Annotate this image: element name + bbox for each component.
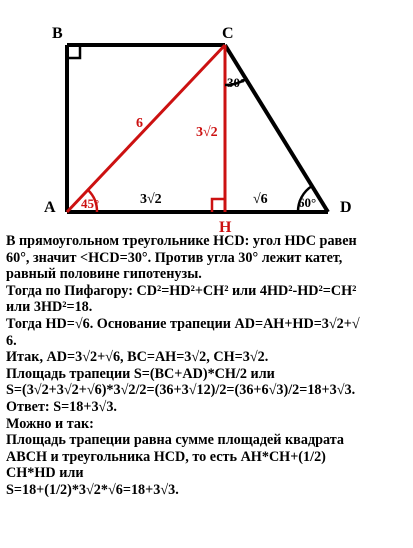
solution-line: Площадь трапеции равна сумме площадей квадрата [6, 432, 344, 449]
solution-line: S=18+(1/2)*3√2*√6=18+3√3. [6, 481, 179, 498]
solution-line: Итак, AD=3√2+√6, BC=AH=3√2, CH=3√2. [6, 349, 269, 366]
angle-label-a: 45° [81, 196, 100, 211]
measure-label-ac: 6 [136, 116, 143, 131]
solution-line: Тогда HD=√6. Основание трапеции AD=AH+HD=3√2+√ [6, 315, 360, 332]
solution-line: Можно и так: [6, 415, 94, 432]
solution-line: S=(3√2+3√2+√6)*3√2/2=(36+3√12)/2=(36+6√3)/2=18+3√3. [6, 382, 356, 399]
solution-line: Тогда по Пифагору: CD²=HD²+CH² или 4HD²-HD²=CH² [6, 282, 357, 299]
solution-line: Площадь трапеции S=(BC+AD)*CH/2 или [6, 365, 275, 382]
measure-label-ah: 3√2 [140, 192, 162, 207]
measure-label-hd: √6 [253, 192, 268, 207]
solution-text [6, 233, 410, 499]
angle-label-c: 30° [227, 75, 246, 90]
solution-line: CH*HD или [6, 465, 84, 482]
vertex-label-b: B [52, 25, 63, 42]
measure-label-ch: 3√2 [196, 125, 218, 140]
solution-line: Ответ: S=18+3√3. [6, 398, 117, 415]
angle-label-d: 60° [298, 195, 317, 210]
solution-line: 6. [6, 332, 17, 349]
solution-line: или 3HD²=18. [6, 299, 93, 316]
trapezoid-diagram [0, 0, 413, 232]
solution-line: В прямоугольном треугольнике HCD: угол HDC равен [6, 233, 357, 249]
vertex-label-h: H [219, 219, 232, 232]
vertex-label-d: D [340, 199, 352, 216]
solution-line: равный половине гипотенузы. [6, 266, 202, 283]
vertex-label-a: A [44, 199, 56, 216]
solution-line: ABCH и треугольника HCD, то есть AH*CH+(1/2) [6, 448, 326, 465]
vertex-label-c: C [222, 25, 234, 42]
solution-line: 60°, значит <HCD=30°. Против угла 30° лежит катет, [6, 249, 343, 266]
